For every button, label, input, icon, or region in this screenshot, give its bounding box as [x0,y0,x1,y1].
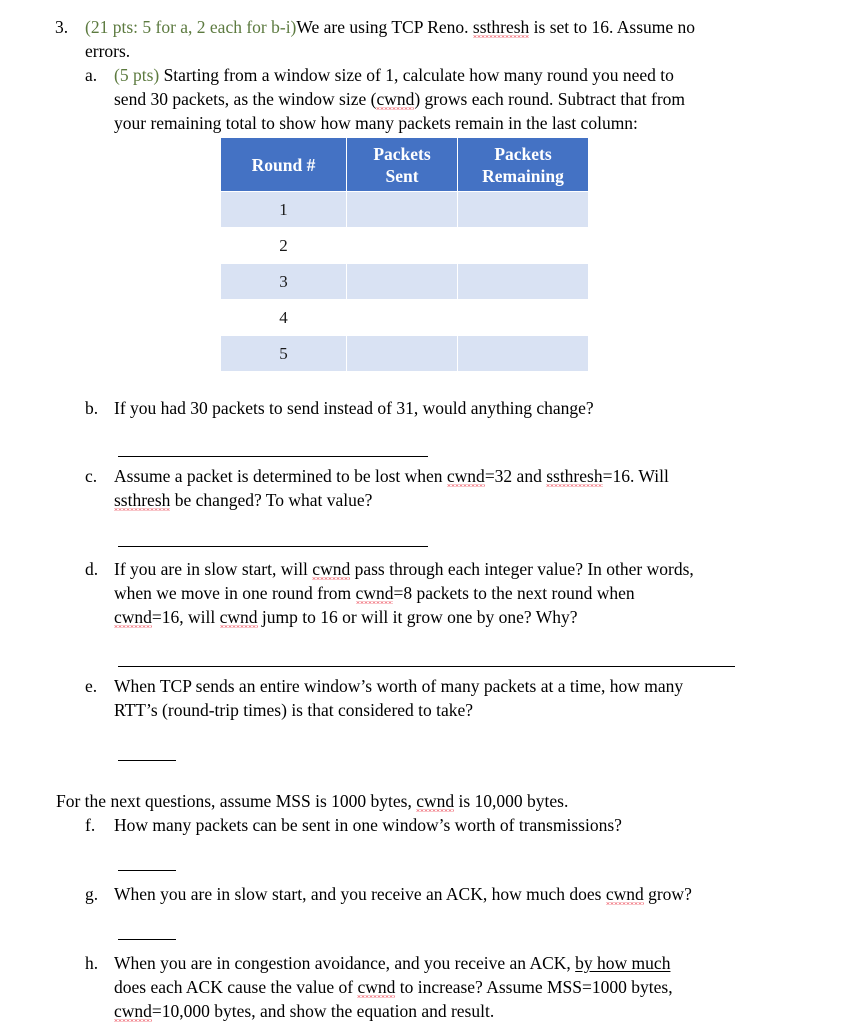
cell-packets-remaining[interactable] [458,228,589,264]
part-d-text-3a: =16, will [151,607,220,627]
part-h-line-3 [114,999,814,1024]
cell-round: 2 [221,228,347,264]
cwnd-term: cwnd [376,89,415,109]
cell-packets-remaining[interactable] [458,336,589,372]
cell-round: 3 [221,264,347,300]
part-e-marker: e. [85,676,98,696]
table-header-packets-sent-line1: Packets [373,143,431,164]
part-e-line-1: When TCP sends an entire window’s worth of many packets at a time, how many [114,676,684,696]
cell-packets-sent[interactable] [347,192,458,228]
part-c-text-1a: Assume a packet is determined to be lost when [114,466,447,486]
table-row [221,228,589,264]
answer-line-f[interactable] [118,870,176,871]
part-g-marker: g. [85,884,99,904]
part-a-text-2a: send 30 packets, as the window size ( [114,89,377,109]
part-h-line-2 [114,975,814,1000]
cell-round: 4 [221,300,347,336]
part-a-line-3: your remaining total to show how many packets remain in the last column: [114,113,638,133]
part-a-points: (5 pts) [114,65,160,85]
question-3-intro [85,15,785,40]
part-c-line-2 [114,488,814,513]
cell-round: 1 [221,192,347,228]
question-3-points: (21 pts: 5 for a, 2 each for b-i) [85,17,297,37]
part-c-text-1c: =16. Will [602,466,669,486]
part-d-marker: d. [85,559,99,579]
part-d-line-1 [114,557,814,582]
part-d-text-2a: when we move in one round from [114,583,356,603]
table-row [221,300,589,336]
part-a-marker: a. [85,65,98,85]
cwnd-term: cwnd [357,977,396,997]
part-h-marker: h. [85,953,99,973]
ssthresh-term: ssthresh [114,490,171,510]
part-c-text-2b: be changed? To what value? [170,490,373,510]
part-c-text-1b: =32 and [484,466,547,486]
table-header-packets-remaining [458,138,589,192]
cwnd-term: cwnd [312,559,351,579]
part-d-text-2b: =8 packets to the next round when [393,583,635,603]
answer-line-c[interactable] [118,546,428,547]
table-header-round: Round # [221,138,347,192]
table-header-packets-remaining-line2: Remaining [482,165,564,186]
table-header-packets-sent-line2: Sent [385,165,419,186]
cell-packets-remaining[interactable] [458,264,589,300]
cwnd-term: cwnd [446,466,485,486]
assumption-line [56,789,816,814]
part-h-emphasis: by how much [575,953,671,973]
cell-packets-remaining[interactable] [458,192,589,228]
part-c-marker: c. [85,466,98,486]
part-d-line-2 [114,581,814,606]
cwnd-term: cwnd [114,1001,152,1021]
cwnd-term: cwnd [114,607,152,627]
ssthresh-term: ssthresh [472,17,530,37]
cell-packets-sent[interactable] [347,228,458,264]
part-d-text-1a: If you are in slow start, will [114,559,313,579]
part-d-text-3b: jump to 16 or will it grow one by one? Why? [257,607,578,627]
table-header-row [221,138,589,192]
rounds-table [220,137,589,372]
part-g-text-1a: When you are in slow start, and you receive an ACK, how much does [114,884,606,904]
part-a-text-2b: ) grows each round. Subtract that from [414,89,686,109]
part-c-line-1 [114,464,814,489]
question-3-intro-line2: errors. [85,41,131,61]
part-a-line-1 [114,63,794,88]
question-3-marker: 3. [55,17,69,37]
part-g-text-1b: grow? [643,884,692,904]
answer-line-d[interactable] [118,666,735,667]
ssthresh-term: ssthresh [546,466,603,486]
cwnd-term: cwnd [355,583,394,603]
assumption-text-1: For the next questions, assume MSS is 1000 bytes, [56,791,417,811]
part-h-text-3b: =10,000 bytes, and show the equation and result. [151,1001,495,1021]
part-a-text-1: Starting from a window size of 1, calculate how many round you need to [159,65,674,85]
cell-packets-sent[interactable] [347,300,458,336]
question-3-intro-text-1: We are using TCP Reno. [296,17,473,37]
cell-packets-remaining[interactable] [458,300,589,336]
cwnd-term: cwnd [219,607,258,627]
part-b-marker: b. [85,398,99,418]
part-d-line-3 [114,605,814,630]
table-body [221,192,589,372]
cwnd-term: cwnd [605,884,644,904]
part-e-line-2: RTT’s (round-trip times) is that considered to take? [114,700,474,720]
part-f-line-1: How many packets can be sent in one window’s worth of transmissions? [114,815,622,835]
part-h-text-2a: does each ACK cause the value of [114,977,358,997]
answer-line-g[interactable] [118,939,176,940]
answer-line-b[interactable] [118,456,428,457]
part-f-marker: f. [85,815,96,835]
part-d-text-1b: pass through each integer value? In other words, [350,559,694,579]
table-header-packets-sent [347,138,458,192]
cell-round: 5 [221,336,347,372]
cell-packets-sent[interactable] [347,336,458,372]
part-g-line-1 [114,882,814,907]
part-h-line-1 [114,951,814,976]
assumption-text-2: is 10,000 bytes. [454,791,569,811]
part-b-line-1: If you had 30 packets to send instead of 31, would anything change? [114,398,594,418]
table-row [221,264,589,300]
table-header-packets-remaining-line1: Packets [494,143,552,164]
answer-line-e[interactable] [118,760,176,761]
table-row [221,336,589,372]
cwnd-term: cwnd [416,791,455,811]
part-h-text-1a: When you are in congestion avoidance, and you receive an ACK, [114,953,576,973]
part-h-text-2b: to increase? Assume MSS=1000 bytes, [395,977,673,997]
table-row [221,192,589,228]
part-a-line-2 [114,87,804,112]
question-3-intro-text-2: is set to 16. Assume no [529,17,696,37]
cell-packets-sent[interactable] [347,264,458,300]
